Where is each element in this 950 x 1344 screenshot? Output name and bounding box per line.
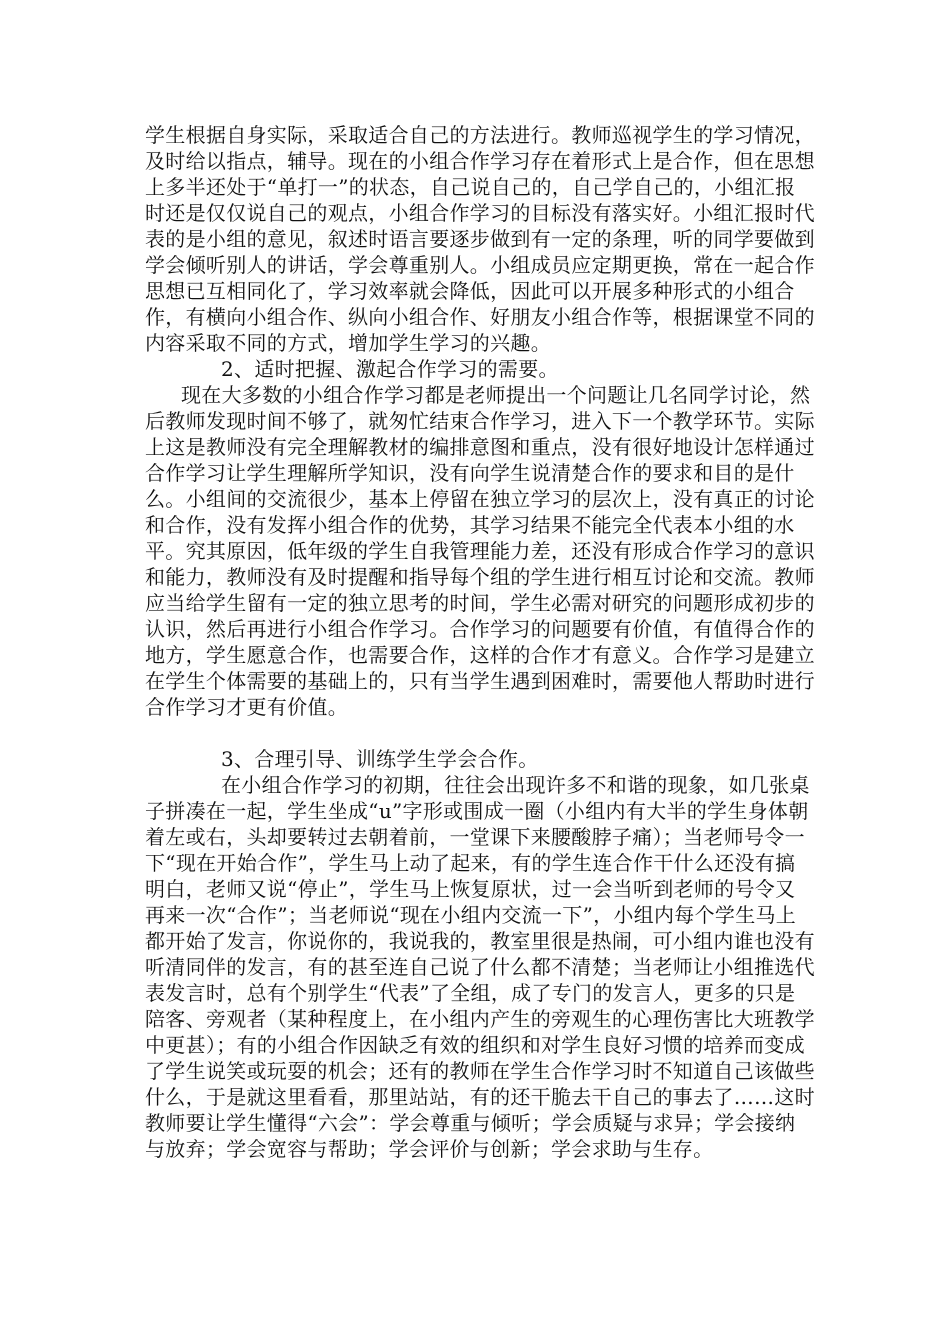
document-body [145,122,815,1162]
heading-3: 3、合理引导、训练学生学会合作。 [221,747,539,771]
paragraph-gap [145,720,815,746]
paragraph-2: 现在大多数的小组合作学习都是老师提出一个问题让几名同学讨论，然后教师发现时间不够了，就匆忙结束合作学习，进入下一个教学环节。实际上这是教师没有完全理解教材的编排意图和重点，没有很好地设计怎样通过合作学习让学生理解所学知识，没有向学生说清楚合作的要求和目的是什么。小组间的交流很少，基本上停留在独立学习的层次上，没有真正的讨论和合作，没有发挥小组合作的优势，其学习结果不能完全代表本小组的水平。究其原因，低年级的学生自我管理能力差，还没有形成合作学习的意识和能力，教师没有及时提醒和指导每个组的学生进行相互讨论和交流。教师应当给学生留有一定的独立思考的时间，学生必需对研究的问题形成初步的认识，然后再进行小组合作学习。合作学习的问题要有价值，有值得合作的地方，学生愿意合作，也需要合作，这样的合作才有意义。合作学习是建立在学生个体需要的基础上的，只有当学生遇到困难时，需要他人帮助时进行合作学习才更有价值。 [145,383,815,719]
paragraph-3: 在小组合作学习的初期，往往会出现许多不和谐的现象，如几张桌子拼凑在一起，学生坐成“u”字形或围成一圈（小组内有大半的学生身体朝着左或右，头却要转过去朝着前，一堂课下来腰酸脖子痛）；当老师号令一下“现在开始合作”，学生马上动了起来，有的学生连合作干什么还没有搞明白，老师又说“停止”，学生马上恢复原状，过一会当听到老师的号令又再来一次“合作”；当老师说“现在小组内交流一下”，小组内每个学生马上都开始了发言，你说你的，我说我的，教室里很是热闹，可小组内谁也没有听清同伴的发言，有的甚至连自己说了什么都不清楚；当老师让小组推选代表发言时，总有个别学生“代表”了全组，成了专门的发言人，更多的只是陪客、旁观者（某种程度上，在小组内产生的旁观生的心理伤害比大班教学中更甚）；有的小组合作因缺乏有效的组织和对学生良好习惯的培养而变成了学生说笑或玩耍的机会；还有的教师在学生合作学习时不知道自己该做些什么，于是就这里看看，那里站站，有的还干脆去干自己的事去了……这时教师要让学生懂得“六会”：学会尊重与倾听；学会质疑与求异；学会接纳与放弃；学会宽容与帮助；学会评价与创新；学会求助与生存。 [145,773,815,1161]
heading-2: 2、适时把握、激起合作学习的需要。 [221,357,559,381]
paragraph-1: 学生根据自身实际，采取适合自己的方法进行。教师巡视学生的学习情况，及时给以指点，辅导。现在的小组合作学习存在着形式上是合作，但在思想上多半还处于“单打一”的状态，自己说自己的，自己学自己的，小组汇报时还是仅仅说自己的观点，小组合作学习的目标没有落实好。小组汇报时代表的是小组的意见，叙述时语言要逐步做到有一定的条理，听的同学要做到学会倾听别人的讲话，学会尊重别人。小组成员应定期更换，常在一起合作思想已互相同化了，学习效率就会降低，因此可以开展多种形式的小组合作，有横向小组合作、纵向小组合作、好朋友小组合作等，根据课堂不同的内容采取不同的方式，增加学生学习的兴趣。 [145,123,815,355]
